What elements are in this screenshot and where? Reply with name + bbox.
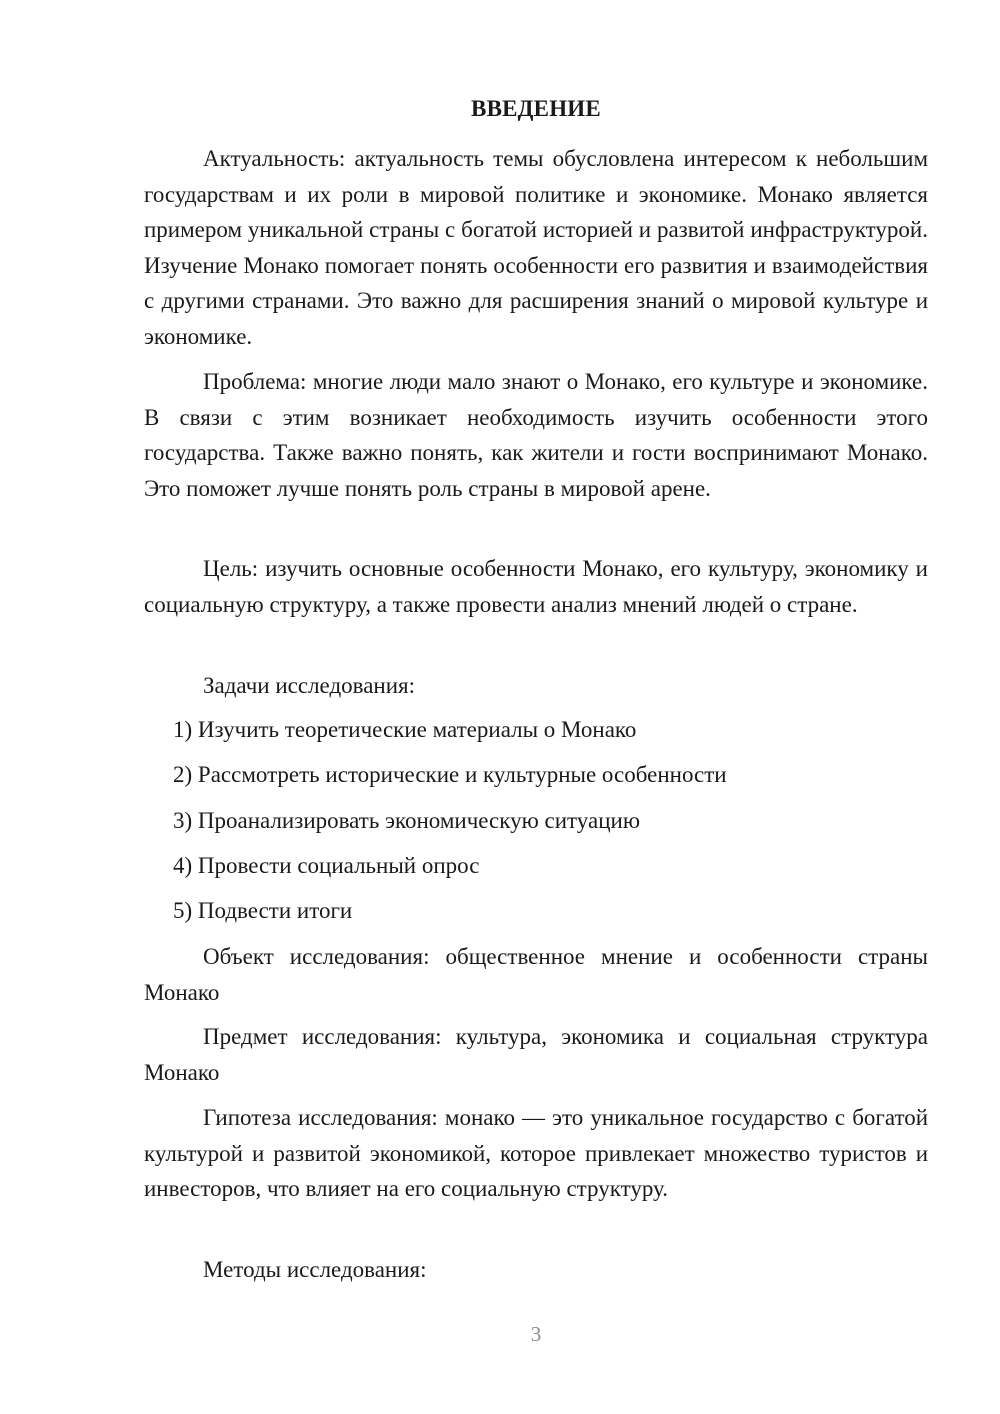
object-paragraph: Объект исследования: общественное мнение и особенности страны Монако <box>144 944 928 1005</box>
task-item-3: 3) Проанализировать экономическую ситуацию <box>173 808 641 833</box>
methods-heading: Методы исследования: <box>203 1257 427 1282</box>
task-item-2: 2) Рассмотреть исторические и культурные особенности <box>173 762 727 787</box>
problem-paragraph: Проблема: многие люди мало знают о Монако, его культуре и экономике. В связи с этим возникает необходимость изучить особенности этого государства. Также важно понять, как жители и гости воспринимают Монако. Это поможет лучше понять роль страны в мировой арене. <box>144 369 928 501</box>
task-item-5: 5) Подвести итоги <box>173 898 353 923</box>
task-item-4: 4) Провести социальный опрос <box>173 853 480 878</box>
task-item-1: 1) Изучить теоретические материалы о Монако <box>173 717 637 742</box>
tasks-heading: Задачи исследования: <box>203 673 416 698</box>
hypothesis-paragraph: Гипотеза исследования: монако — это уникальное государство с богатой культурой и развитой экономикой, которое привлекает множество туристов и инвесторов, что влияет на его социальную структуру. <box>144 1105 928 1201</box>
section-heading: ВВЕДЕНИЕ <box>471 96 601 121</box>
subject-paragraph: Предмет исследования: культура, экономика и социальная структура Монако <box>144 1024 928 1085</box>
relevance-paragraph: Актуальность: актуальность темы обусловлена интересом к небольшим государствам и их роли в мировой политике и экономике. Монако является примером уникальной страны с богатой историей и развитой инфраструктурой. Изучение Монако помогает понять особенности его развития и взаимодействия с другими странами. Это важно для расширения знаний о мировой культуре и экономике. <box>144 146 928 349</box>
goal-paragraph: Цель: изучить основные особенности Монако, его культуру, экономику и социальную структуру, а также провести анализ мнений людей о стране. <box>144 556 928 617</box>
page-number: 3 <box>530 1322 542 1346</box>
